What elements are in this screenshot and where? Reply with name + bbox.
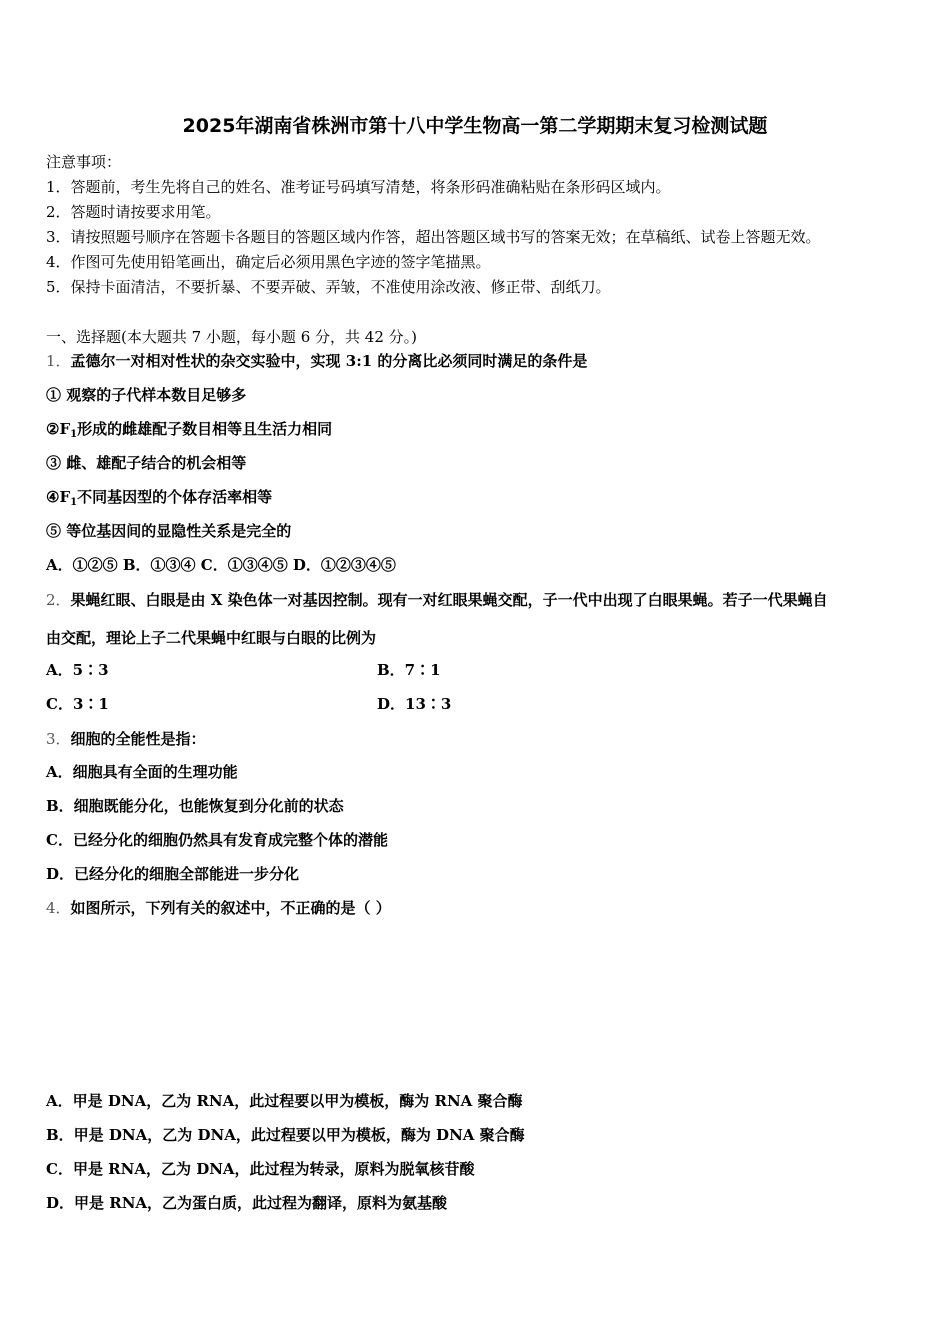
- notice-item: 5．保持卡面清洁，不要折暴、不要弄破、弄皱，不准使用涂改液、修正带、刮纸刀。: [46, 278, 611, 296]
- figure-area: [46, 930, 906, 1080]
- notice-heading: 注意事项：: [46, 153, 122, 171]
- page-title: 2025年湖南省株洲市第十八中学生物高一第二学期期末复习检测试题: [182, 115, 768, 137]
- option-d: D．甲是 RNA，乙为蛋白质，此过程为翻译，原料为氨基酸: [46, 1194, 448, 1212]
- question-stem: 果蝇红眼、白眼是由 X 染色体一对基因控制。现有一对红眼果蝇交配，子一代中出现了白眼果蝇。若子一代果蝇自: [70, 591, 828, 609]
- notice-item: 4．作图可先使用铅笔画出，确定后必须用黑色字迹的签字笔描黑。: [46, 253, 491, 271]
- question-number: 1．: [46, 352, 71, 370]
- question-stem-cont: 由交配，理论上子二代果蝇中红眼与白眼的比例为: [46, 629, 377, 647]
- option-d: D．已经分化的细胞全部能进一步分化: [46, 865, 300, 883]
- option-b: B．细胞既能分化，也能恢复到分化前的状态: [46, 797, 344, 815]
- option-b: B．7∶1: [377, 661, 441, 679]
- question-number: 2．: [46, 591, 71, 609]
- condition-1: ① 观察的子代样本数目足够多: [46, 386, 247, 404]
- question-4: [46, 898, 391, 918]
- question-number: 3．: [46, 730, 71, 748]
- question-2: [46, 590, 828, 610]
- question-1: [46, 351, 587, 371]
- option-b: B．甲是 DNA，乙为 DNA，此过程要以甲为模板，酶为 DNA 聚合酶: [46, 1126, 525, 1144]
- condition-2: $②F_1$形成的雌雄配子数目相等且生活力相同: [46, 420, 333, 440]
- option-a: A．5∶3: [46, 661, 109, 679]
- answer-options: A．①②⑤ B．①③④ C．①③④⑤ D．①②③④⑤: [46, 556, 396, 574]
- option-c: C．3∶1: [46, 695, 109, 713]
- notice-item: 1．答题前，考生先将自己的姓名、准考证号码填写清楚，将条形码准确粘贴在条形码区域内。: [46, 178, 671, 196]
- section-heading: 一、选择题(本大题共 7 小题，每小题 6 分，共 42 分。): [46, 328, 417, 346]
- question-stem: 如图所示，下列有关的叙述中，不正确的是（ ）: [70, 899, 391, 917]
- question-number: 4．: [46, 899, 71, 917]
- condition-3: ③ 雌、雄配子结合的机会相等: [46, 454, 247, 472]
- notice-item: 2．答题时请按要求用笔。: [46, 203, 221, 221]
- notice-item: 3．请按照题号顺序在答题卡各题目的答题区域内作答，超出答题区域书写的答案无效；在草稿纸、试卷上答题无效。: [46, 228, 821, 246]
- condition-4: $④F_1$不同基因型的个体存活率相等: [46, 488, 273, 508]
- question-stem: 孟德尔一对相对性状的杂交实验中，实现 3:1 的分离比必须同时满足的条件是: [70, 352, 588, 370]
- option-a: A．甲是 DNA，乙为 RNA，此过程要以甲为模板，酶为 RNA 聚合酶: [46, 1092, 523, 1110]
- condition-5: ⑤ 等位基因间的显隐性关系是完全的: [46, 522, 292, 540]
- option-c: C．甲是 RNA，乙为 DNA，此过程为转录，原料为脱氧核苷酸: [46, 1160, 475, 1178]
- option-c: C．已经分化的细胞仍然具有发育成完整个体的潜能: [46, 831, 388, 849]
- option-d: D．13∶3: [377, 695, 452, 713]
- question-3: [46, 729, 206, 749]
- question-stem: 细胞的全能性是指：: [70, 730, 206, 748]
- option-a: A．细胞具有全面的生理功能: [46, 763, 238, 781]
